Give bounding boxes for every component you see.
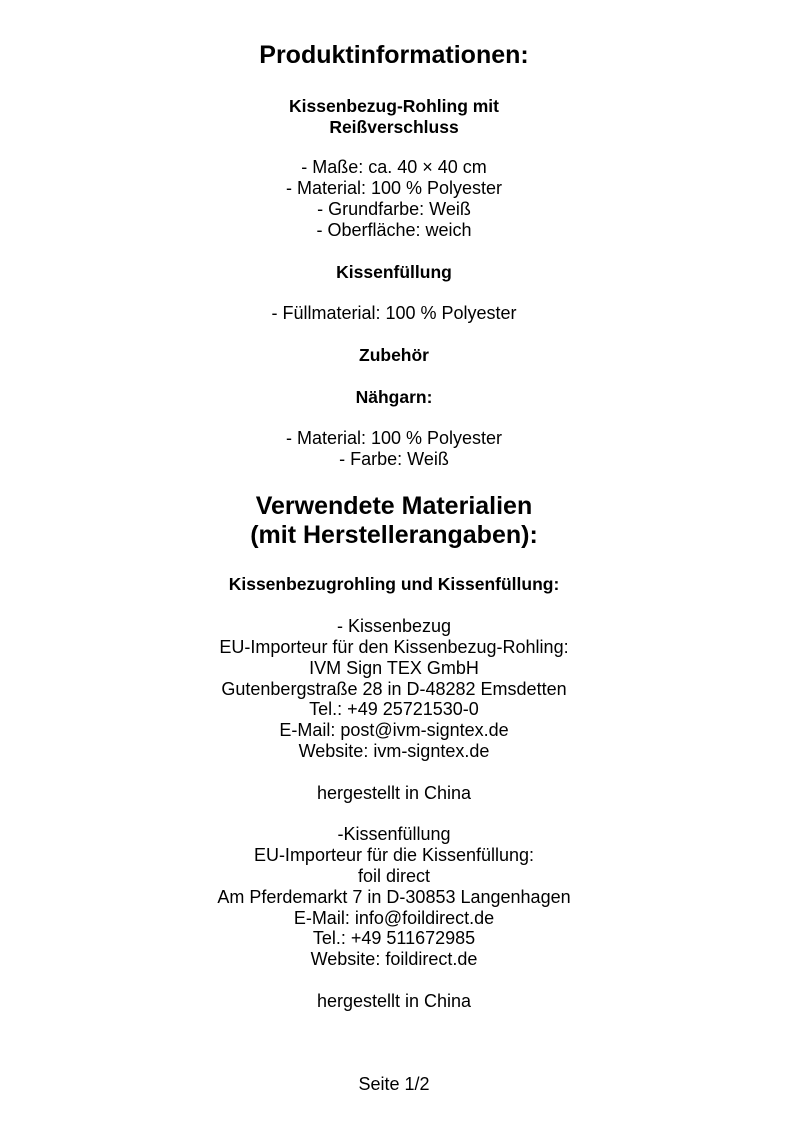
cover-importer-line: E-Mail: post@ivm-signtex.de xyxy=(279,720,509,740)
cover-spec-line: - Grundfarbe: Weiß xyxy=(317,199,471,219)
cover-importer-line: EU-Importeur für den Kissenbezug-Rohling: xyxy=(219,637,569,657)
filling-importer-line: Tel.: +49 511672985 xyxy=(312,928,476,948)
cover-importer-line: Website: ivm-signtex.de xyxy=(298,741,490,761)
filling-importer-line: EU-Importeur für die Kissenfüllung: xyxy=(253,845,535,865)
cover-spec-line: - Maße: ca. 40 × 40 cm xyxy=(301,157,487,177)
page-title: Produktinformationen: xyxy=(259,41,529,69)
filling-importer-line: -Kissenfüllung xyxy=(337,824,451,844)
cover-importer-line: - Kissenbezug xyxy=(336,616,452,636)
filling-importer-line: foil direct xyxy=(357,866,431,886)
thread-spec-line: - Material: 100 % Polyester xyxy=(285,428,503,448)
cover-heading-line-1: Kissenbezug-Rohling mit xyxy=(289,96,499,116)
page-number: Seite 1/2 xyxy=(358,1074,430,1094)
filling-importer-line: Am Pferdemarkt 7 in D-30853 Langenhagen xyxy=(217,887,571,907)
accessories-heading: Zubehör xyxy=(359,345,429,365)
materials-subheading: Kissenbezugrohling und Kissenfüllung: xyxy=(228,574,560,594)
thread-heading: Nähgarn: xyxy=(355,387,433,407)
filling-importer-line: E-Mail: info@foildirect.de xyxy=(293,908,495,928)
thread-spec-line: - Farbe: Weiß xyxy=(339,449,449,469)
cover-origin: hergestellt in China xyxy=(316,783,472,803)
materials-title-line-2: (mit Herstellerangaben): xyxy=(250,521,538,549)
filling-importer-line: Website: foildirect.de xyxy=(310,949,478,969)
filling-spec-line: - Füllmaterial: 100 % Polyester xyxy=(271,303,517,323)
filling-origin: hergestellt in China xyxy=(316,991,472,1011)
cover-heading-line-2: Reißverschluss xyxy=(329,117,459,137)
filling-heading: Kissenfüllung xyxy=(336,262,452,282)
cover-importer-line: IVM Sign TEX GmbH xyxy=(309,658,479,678)
cover-spec-line: - Material: 100 % Polyester xyxy=(285,178,503,198)
cover-spec-line: - Oberfläche: weich xyxy=(316,220,472,240)
cover-importer-line: Tel.: +49 25721530-0 xyxy=(309,699,479,719)
cover-importer-line: Gutenbergstraße 28 in D-48282 Emsdetten xyxy=(221,679,567,699)
materials-title-line-1: Verwendete Materialien xyxy=(255,492,533,520)
